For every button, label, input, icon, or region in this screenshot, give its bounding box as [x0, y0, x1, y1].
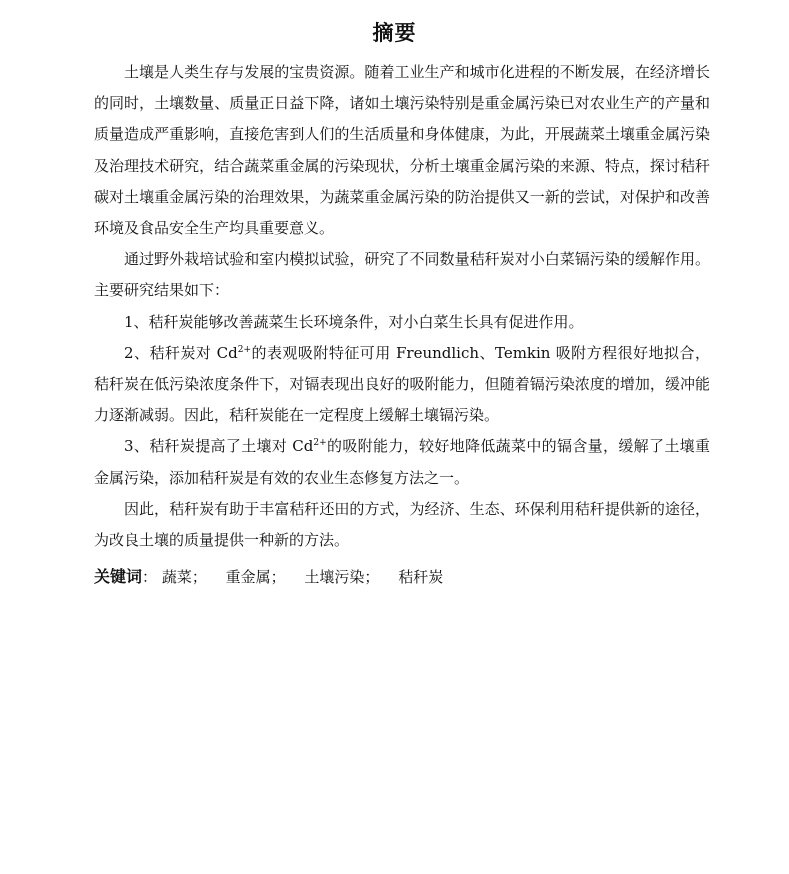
paragraph-result-2 [94, 338, 710, 432]
result-2-lead: 2、秸秆炭对 Cd [124, 343, 238, 362]
result-2-text: 的表观吸附特征可用 Freundlich、Temkin 吸附方程很好地拟合，秸秆炭在低污染浓度条件下，对镉表现出良好的吸附能力，但随着镉污染浓度的增加，缓冲能力逐渐减弱。因此，秸秆炭能在一定程度上缓解土壤镉污染。 [94, 343, 710, 425]
keywords-line [94, 562, 457, 592]
result-3-lead: 3、秸秆炭提高了土壤对 Cd [124, 437, 314, 456]
paragraph-conclusion: 因此，秸秆炭有助于丰富秸秆还田的方式，为经济、生态、环保利用秸秆提供新的途径，为改良土壤的质量提供一种新的方法。 [94, 499, 710, 550]
keywords-separator: ： [142, 568, 158, 586]
keywords-label: 关键词 [94, 567, 143, 586]
keyword-item: 土壤污染； [304, 568, 380, 586]
cd-charge-superscript: 2+ [313, 438, 327, 449]
paragraph-result-1: 1、秸秆炭能够改善蔬菜生长环境条件，对小白菜生长具有促进作用。 [124, 312, 584, 331]
keyword-item: 重金属； [225, 568, 286, 586]
paragraph-background: 土壤是人类生存与发展的宝贵资源。随着工业生产和城市化进程的不断发展，在经济增长的同时，土壤数量、质量正日益下降，诸如土壤污染特别是重金属污染已对农业生产的产量和质量造成严重影响，直接危害到人们的生活质量和身体健康，为此，开展蔬菜土壤重金属污染及治理技术研究，结合蔬菜重金属的污染现状，分析土壤重金属污染的来源、特点，探讨秸秆碳对土壤重金属污染的治理效果，为蔬菜重金属污染的防治提供又一新的尝试，对保护和改善环境及食品安全生产均具重要意义。 [94, 63, 710, 238]
result-3-text: 的吸附能力，较好地降低蔬菜中的镉含量，缓解了土壤重金属污染，添加秸秆炭是有效的农业生态修复方法之一。 [94, 437, 710, 487]
cd-charge-superscript: 2+ [237, 344, 251, 355]
paragraph-method: 通过野外栽培试验和室内模拟试验，研究了不同数量秸秆炭对小白菜镉污染的缓解作用。主要研究结果如下： [94, 250, 710, 300]
keyword-item: 秸秆炭 [398, 568, 444, 586]
abstract-body [94, 57, 710, 556]
paragraph-result-3 [94, 431, 710, 493]
keyword-item: 蔬菜； [161, 568, 207, 586]
abstract-title: 摘要 [372, 21, 417, 45]
